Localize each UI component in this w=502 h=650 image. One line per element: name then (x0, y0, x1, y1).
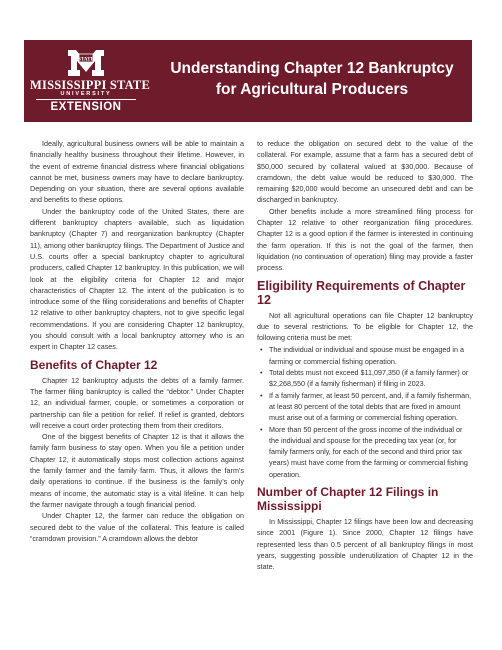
logo-divider (36, 99, 136, 100)
benefits-paragraph-1: Chapter 12 bankruptcy adjusts the debts of a family farmer. The farmer filing bankruptcy is called the “debtor.” Under Chapter 12, an individual farmer, couple, or sometimes a corporation or partnership can file a petition for relief. If relief is granted, debtors will receive a court order protecting them from their creditors. (30, 375, 244, 430)
benefits-paragraph-3: Under Chapter 12, the farmer can reduce the obligation on secured debt to the value of the collateral. This feature is called “cramdown provision.” A cramdown allows the debtor (30, 511, 244, 543)
intro-paragraph-1: Ideally, agricultural business owners will be able to maintain a financially healthy business throughout their lifetime. However, in the event of extreme financial distress where financial obligations cannot be met, business owners may have to declare bankruptcy. Depending on your situation, there are several options available and benefits to these options. (30, 139, 244, 205)
other-benefits-paragraph: Other benefits include a more streamlined filing process for Chapter 12 relative to other reorganization filing procedures. Chapter 12 is a good option if the farmer is interested in continuing the farm operation. If this is not the goal of the farmer, then liquidation (no continuation of operation) filing may provide a faster process. (257, 206, 473, 273)
list-item: • If a family farmer, at least 50 percent, and, if a family fisherman, at least 80 percent of the total debts that are fixed in amount must arise out of a farming or commercial fishing operation. (269, 390, 473, 424)
logo-university: UNIVERSITY (60, 91, 112, 97)
filings-heading: Number of Chapter 12 Filings in Mississippi (257, 485, 439, 514)
list-item: • Total debts must not exceed $11,097,350 (if a family farmer) or $2,268,550 (if a family fisherman) if filing in 2023. (269, 367, 473, 390)
title-line-1: Understanding Chapter 12 Bankruptcy (170, 60, 454, 77)
eligibility-criteria-list (257, 344, 473, 480)
eligibility-heading: Eligibility Requirements of Chapter 12 (257, 278, 466, 307)
intro-paragraph-2: Under the bankruptcy code of the United States, there are different bankruptcy chapters available, such as liquidation bankruptcy (Chapter 7) and reorganization bankruptcy (Chapter 11), among other bankruptcy filings. The Department of Justice and U.S. courts offer a special bankruptcy chapter to agricultural producers, called Chapter 12 bankruptcy. In this publication, we will look at the eligibility criteria for Chapter 12 and major characteristics of Chapter 12. The intent of the publication is to introduce some of the filing considerations and benefits of Chapter 12 relative to other bankruptcy chapters, not to give specific legal recommendations. If you are considering Chapter 12 bankruptcy, you should consult with a local bankruptcy attorney who is an expert in Chapter 12 cases. (30, 206, 244, 352)
benefits-paragraph-2: One of the biggest benefits of Chapter 12 is that it allows the family farm business to stay open. When you file a petition under Chapter 12, it automatically stops most collection actions against the family farmer and the family farm. Thus, it allows the farm’s daily operations to continue. If the business is the family’s only means of income, the automatic stay is a vital lifeline. It can help the farmer navigate through a tough financial period. (30, 432, 244, 509)
list-item: • The individual or individual and spouse must be engaged in a farming or commercial fishing operation. (269, 344, 473, 367)
shield-text: STATE (78, 57, 94, 63)
logo-extension: EXTENSION (50, 101, 122, 113)
title-line-2: for Agricultural Producers (215, 81, 409, 98)
right-column (257, 138, 473, 573)
msu-extension-logo (30, 48, 150, 118)
left-column (30, 138, 244, 544)
list-item: • More than 50 percent of the gross income of the individual or the individual and spouse for the preceding tax year (or, for family farmers only, for each of the second and third prior tax years) must have come from the farming or commercial fishing operation. (269, 424, 473, 480)
page-title (162, 58, 462, 100)
filings-paragraph: In Mississippi, Chapter 12 filings have been low and decreasing since 2001 (Figure 1). Since 2000, Chapter 12 filings have represented less than 0.5 percent of all bankruptcy filings in most years, suggesting possible underutilization of Chapter 12 in the state. (257, 517, 473, 572)
eligibility-paragraph: Not all agricultural operations can file Chapter 12 bankruptcy due to several restrictions. To be eligible for Chapter 12, the following criteria must be met: (257, 310, 473, 343)
continued-paragraph: to reduce the obligation on secured debt to the value of the collateral. For example, assume that a farm has a secured debt of $50,000 secured by collateral valued at $30,000. Because of cramdown, the debt value would be reduced to $30,000. The remaining $20,000 would become an unsecured debt and can be discharged in bankruptcy. (257, 139, 473, 205)
benefits-heading: Benefits of Chapter 12 (30, 357, 158, 372)
logo-name: MISSISSIPPI STATE (30, 78, 150, 92)
msu-m-shield-icon (66, 48, 106, 78)
